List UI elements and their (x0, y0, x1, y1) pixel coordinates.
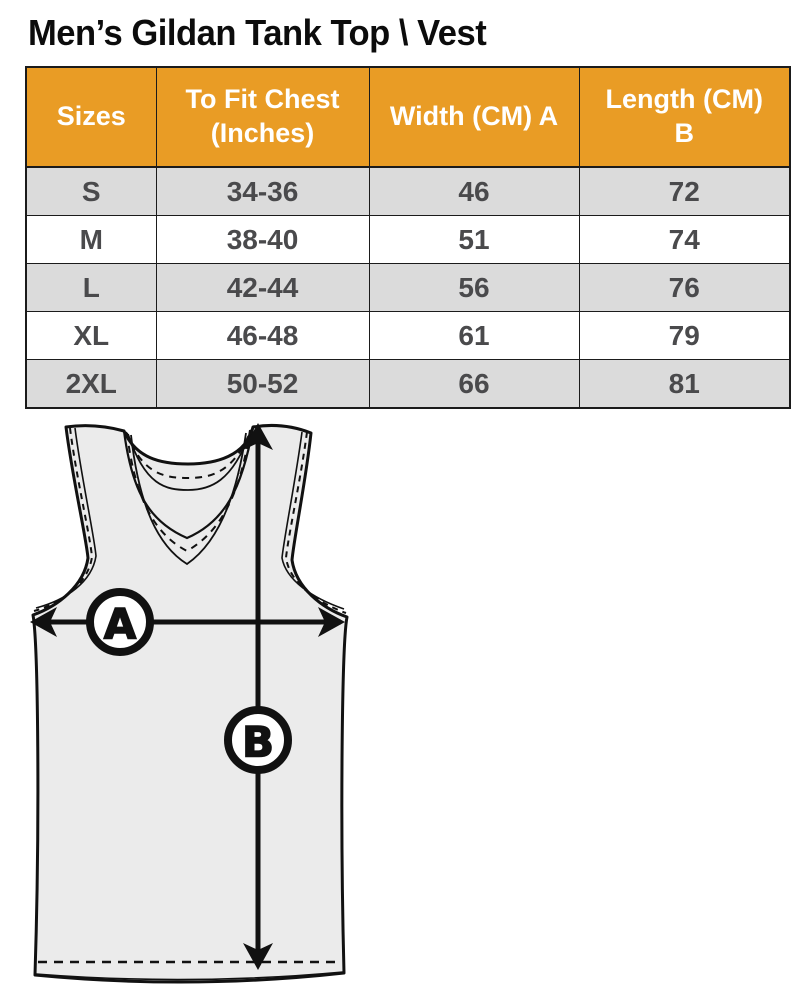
header-cell-width (369, 67, 579, 167)
length-marker-label: B (241, 717, 275, 767)
table-row-l (26, 264, 790, 312)
header-cell-chest (156, 67, 369, 167)
cell-length: 81 (579, 360, 790, 409)
cell-chest: 42-44 (156, 264, 369, 312)
size-chart-table (25, 66, 791, 409)
header-row (26, 67, 790, 167)
width-marker-badge (90, 592, 150, 652)
tank-top-outline (33, 425, 347, 982)
header-line: B (674, 118, 694, 148)
header-line: (Inches) (210, 118, 315, 148)
table-row-m (26, 216, 790, 264)
header-line: Width (CM) A (389, 101, 559, 132)
header-cell-length (579, 67, 790, 167)
cell-size: S (26, 167, 156, 216)
cell-length: 76 (579, 264, 790, 312)
cell-chest: 50-52 (156, 360, 369, 409)
cell-length: 74 (579, 216, 790, 264)
cell-chest: 34-36 (156, 167, 369, 216)
table-row-s (26, 167, 790, 216)
cell-width: 61 (369, 312, 579, 360)
cell-length: 79 (579, 312, 790, 360)
header-line: Length (CM) (605, 84, 763, 115)
width-marker-label: A (103, 599, 137, 649)
cell-width: 66 (369, 360, 579, 409)
cell-width: 56 (369, 264, 579, 312)
header-line: Sizes (56, 101, 126, 132)
cell-size: M (26, 216, 156, 264)
tank-top-diagram (0, 418, 420, 1000)
length-marker-badge (228, 710, 288, 770)
table-row-xl (26, 312, 790, 360)
page-title: Men’s Gildan Tank Top \ Vest (28, 12, 487, 53)
cell-size: L (26, 264, 156, 312)
cell-width: 51 (369, 216, 579, 264)
cell-chest: 38-40 (156, 216, 369, 264)
cell-size: XL (26, 312, 156, 360)
cell-width: 46 (369, 167, 579, 216)
header-line: To Fit Chest (185, 84, 340, 115)
cell-size: 2XL (26, 360, 156, 409)
cell-chest: 46-48 (156, 312, 369, 360)
header-cell-sizes (26, 67, 156, 167)
table-row-2xl (26, 360, 790, 409)
cell-length: 72 (579, 167, 790, 216)
